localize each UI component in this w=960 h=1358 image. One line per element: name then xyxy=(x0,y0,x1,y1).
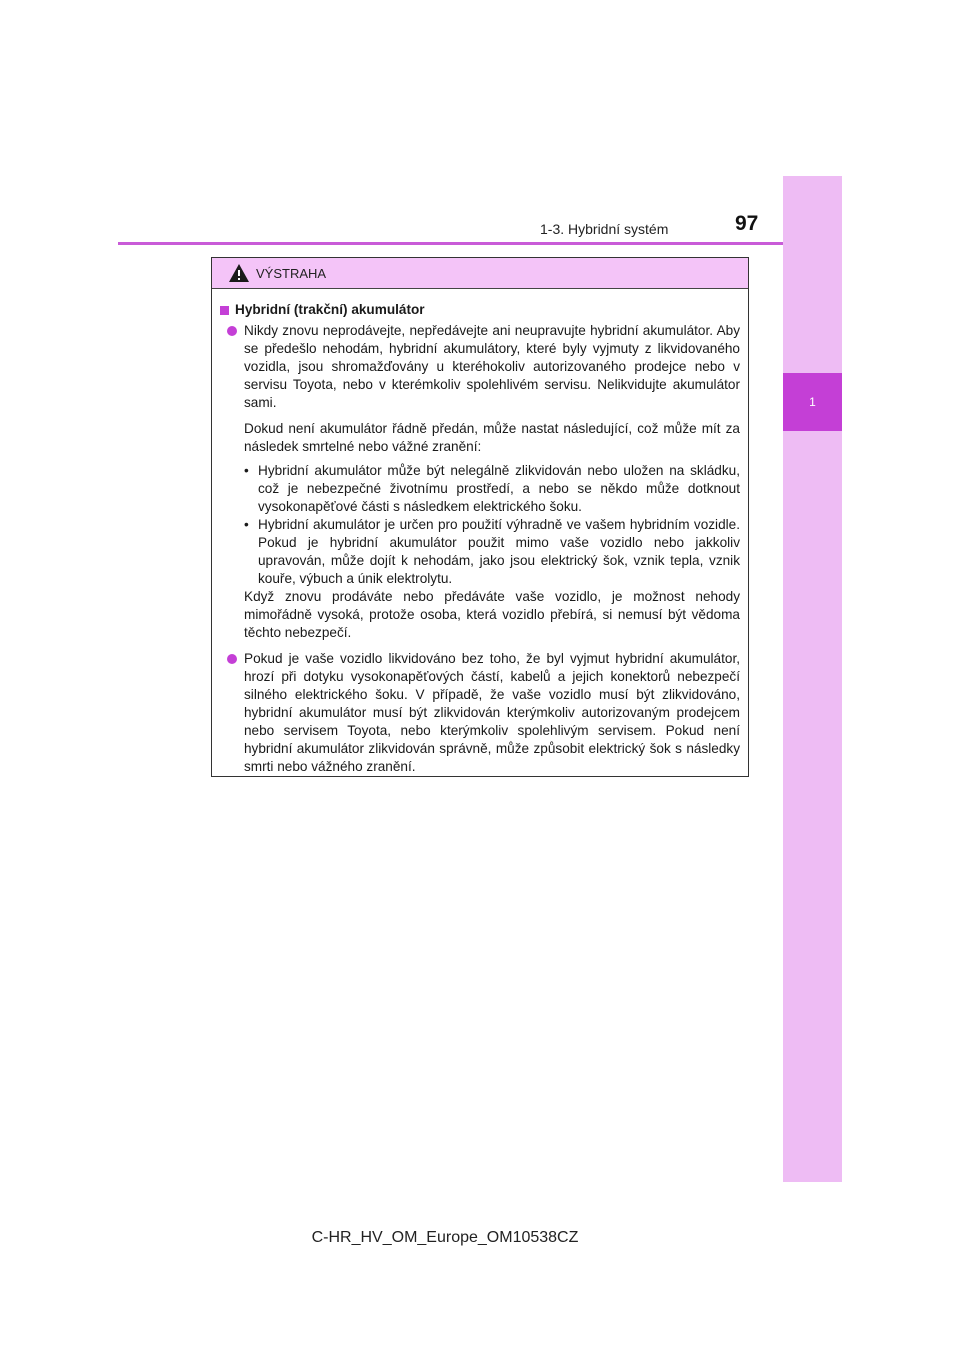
section-title: 1-3. Hybridní systém xyxy=(540,221,669,237)
paragraph: Dokud není akumulátor řádně předán, může nastat následující, což může mít za následek smrtelné nebo vážné zranění: xyxy=(244,421,740,454)
warning-title: VÝSTRAHA xyxy=(256,265,327,281)
page-number: 97 xyxy=(735,212,759,235)
bullet-item xyxy=(220,650,740,776)
dash-text: Hybridní akumulátor je určen pro použití výhradně ve vašem hybridním vozidle. Pokud je hybridní akumulátor použit mimo vaše vozidlo nebo jakkoliv upravován, může dojít k nehodám, jako jsou elektrický šok, vznik tepla, vznik kouře, výbuch a únik elektrolytu. xyxy=(258,517,740,586)
subheading-text: Hybridní (trakční) akumulátor xyxy=(235,302,425,317)
warning-header xyxy=(212,258,748,289)
dash-list xyxy=(220,462,740,588)
paragraph: Když znovu prodáváte nebo předáváte vaše vozidlo, je možnost nehody mimořádně vysoká, protože osoba, která vozidlo přebírá, si nemusí být vědoma těchto nebezpečí. xyxy=(244,589,740,640)
chapter-number-tab[interactable] xyxy=(783,373,842,431)
subheading xyxy=(220,301,740,319)
warning-box xyxy=(211,257,749,777)
footer-doc-code: C-HR_HV_OM_Europe_OM10538CZ xyxy=(311,1229,579,1246)
dash-item xyxy=(244,516,740,588)
bullet-text: Nikdy znovu neprodávejte, nepředávejte ani neupravujte hybridní akumulátor. Aby se předešlo nehodám, hybridní akumulátory, které byly vyjmuty z likvidovaného vozidla, jsou shromažďovány u kteréhokoliv autorizovaného prodejce nebo v servisu Toyota, nebo v kterémkoliv spolehlivém servisu. Nelikvidujte akumulátor sami. xyxy=(244,323,740,410)
dash-item xyxy=(244,462,740,516)
warning-body xyxy=(212,289,748,776)
dash-marker: • xyxy=(244,463,249,478)
circle-bullet-icon xyxy=(227,654,237,664)
warning-triangle-icon xyxy=(228,263,250,283)
dash-text: Hybridní akumulátor může být nelegálně zlikvidován nebo uložen na skládku, což je nebezpečné životnímu prostředí, a nebo se někdo může dotknout vysokonapěťové části s následkem elektrického šoku. xyxy=(258,463,740,514)
header-divider xyxy=(118,242,783,245)
chapter-number: 1 xyxy=(809,395,816,409)
dash-marker: • xyxy=(244,517,249,532)
bullet-item xyxy=(220,322,740,412)
circle-bullet-icon xyxy=(227,326,237,336)
square-bullet-icon xyxy=(220,306,229,315)
bullet-text: Pokud je vaše vozidlo likvidováno bez toho, že byl vyjmut hybridní akumulátor, hrozí při dotyku vysokonapěťových částí, kabelů a jejich konektorů nebezpečí silného elektrického šoku. V případě, že vaše vozidlo musí být zlikvidováno, hybridní akumulátor musí být zlikvidován kterýmkoliv autorizovaným prodejcem nebo servisem Toyota, nebo kterýmkoliv spolehlivým servisem. Pokud není hybridní akumulátor zlikvidován správně, může způsobit elektrický šok s následky smrti nebo vážného zranění. xyxy=(244,651,740,774)
chapter-label-area xyxy=(783,431,842,691)
